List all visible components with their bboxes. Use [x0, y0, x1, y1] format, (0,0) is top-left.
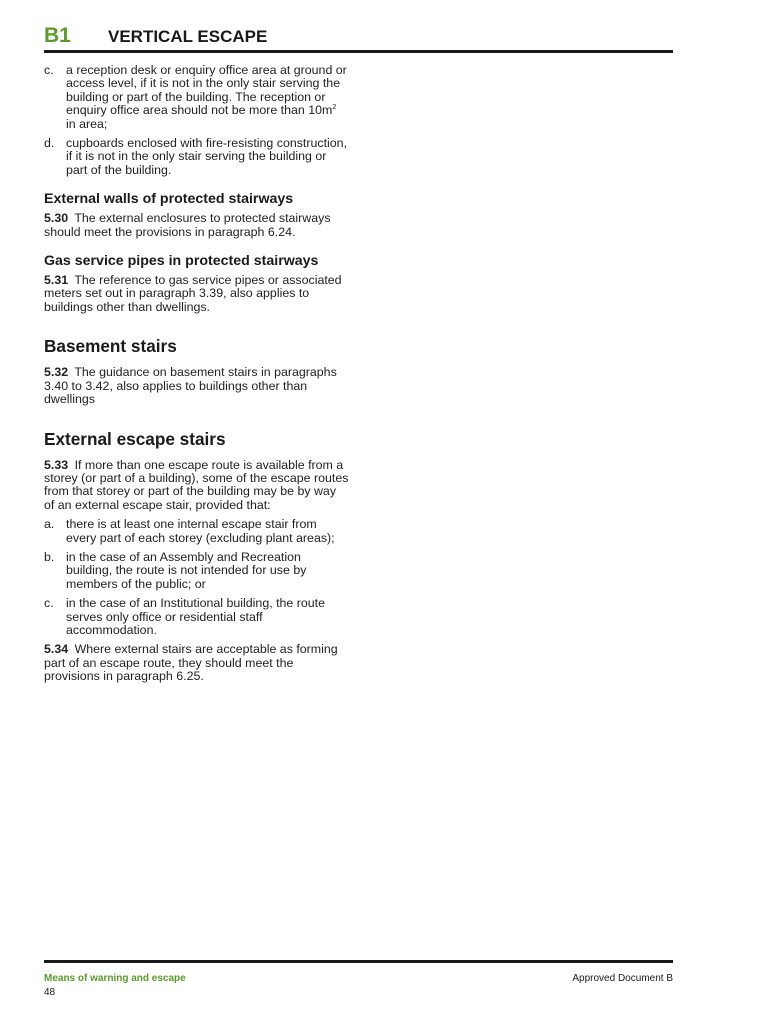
paragraph-text: The guidance on basement stairs in paragraphs 3.40 to 3.42, also applies to buildings other than dwellings — [44, 365, 337, 407]
header-rule — [44, 50, 673, 53]
list-marker: b. — [44, 549, 55, 564]
list-marker: c. — [44, 63, 54, 77]
list-marker: a. — [44, 517, 55, 532]
heading-external-escape-stairs: External escape stairs — [44, 428, 226, 449]
list-item-b — [44, 551, 349, 591]
page-title: VERTICAL ESCAPE — [108, 27, 268, 46]
paragraph-text: The external enclosures to protected stairways should meet the provisions in paragraph 6.24. — [44, 211, 331, 239]
main-content — [44, 64, 349, 690]
section-code: B1 — [44, 24, 71, 47]
list-text: there is at least one internal escape stair from every part of each storey (excluding plant areas); — [66, 517, 335, 545]
footer-section-name: Means of warning and escape — [44, 973, 186, 984]
list-text: in the case of an Assembly and Recreation building, the route is not intended for use by members of the public; or — [66, 549, 307, 591]
list-marker: c. — [44, 596, 54, 611]
paragraph-text: The reference to gas service pipes or associated meters set out in paragraph 3.39, also applies to buildings other than dwellings. — [44, 273, 342, 314]
list-item-c — [44, 64, 349, 131]
page-number: 48 — [44, 987, 56, 998]
list-item-d — [44, 137, 349, 177]
paragraph-number: 5.30 — [44, 211, 69, 226]
footer-rule — [44, 960, 673, 963]
page-header — [44, 24, 673, 50]
paragraph-number: 5.33 — [44, 457, 69, 472]
paragraph-number: 5.31 — [44, 273, 69, 288]
heading-gas-pipes: Gas service pipes in protected stairways — [44, 253, 319, 270]
paragraph-text: If more than one escape route is available from a storey (or part of a building), some of the escape routes from that storey or part of the building may be by way of an external escape stair, provided that: — [44, 457, 349, 512]
list-text: cupboards enclosed with fire-resisting construction, if it is not in the only stair serving the building or part of the building. — [66, 136, 347, 177]
paragraph-5-32 — [44, 366, 349, 406]
list-item-c — [44, 597, 349, 637]
paragraph-5-30 — [44, 212, 349, 239]
list-text: in the case of an Institutional building, the route serves only office or residential staff accommodation. — [66, 596, 325, 637]
superscript: 2 — [332, 104, 337, 112]
footer-document-name: Approved Document B — [572, 973, 673, 984]
paragraph-5-33 — [44, 459, 349, 513]
list-text: a reception desk or enquiry office area at ground or access level, if it is not in the only stair serving the building or part of the building. The reception or enquiry office area should not be more than 10m — [66, 63, 347, 118]
paragraph-5-31 — [44, 274, 349, 314]
paragraph-text: Where external stairs are acceptable as forming part of an escape route, they should meet the provisions in paragraph 6.25. — [44, 642, 338, 684]
paragraph-number: 5.32 — [44, 365, 69, 380]
list-text-tail: in area; — [66, 116, 108, 131]
paragraph-5-34 — [44, 643, 349, 683]
paragraph-number: 5.34 — [44, 642, 69, 657]
list-item-a — [44, 518, 349, 545]
heading-external-walls: External walls of protected stairways — [44, 191, 294, 208]
list-marker: d. — [44, 136, 55, 151]
heading-basement-stairs: Basement stairs — [44, 336, 177, 357]
